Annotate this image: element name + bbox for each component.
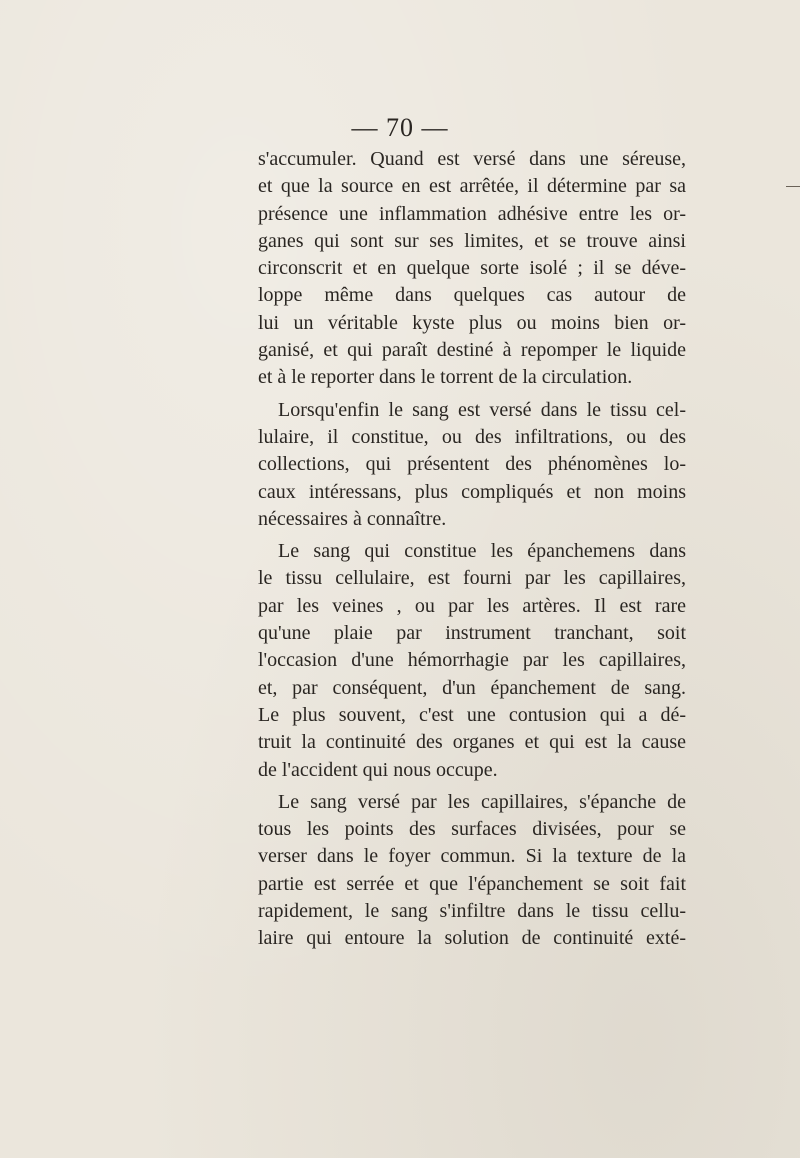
text-line: nécessaires à connaître. xyxy=(258,507,447,530)
text-line: présence une inflammation adhésive entre les or- xyxy=(258,202,686,225)
text-line: tous les points des surfaces divisées, pour se xyxy=(258,818,686,841)
paragraph xyxy=(258,538,686,784)
text-line: s'accumuler. Quand est versé dans une séreuse, xyxy=(258,148,686,170)
text-line: qu'une plaie par instrument tranchant, soit xyxy=(258,622,686,645)
text-line: Le sang qui constitue les épanchemens dans xyxy=(278,540,686,563)
text-line: Le sang versé par les capillaires, s'épanche de xyxy=(278,790,686,813)
text-line: laire qui entoure la solution de continuité exté- xyxy=(258,927,686,950)
paragraph xyxy=(258,789,686,953)
text-line: partie est serrée et que l'épanchement se soit fait xyxy=(258,872,686,895)
text-line: Le plus souvent, c'est une contusion qui a dé- xyxy=(258,703,686,726)
text-line: truit la continuité des organes et qui est la cause xyxy=(258,731,686,754)
text-line: ganes qui sont sur ses limites, et se trouve ainsi xyxy=(258,229,686,252)
edge-mark xyxy=(786,186,800,187)
text-line: ganisé, et qui paraît destiné à repomper le liquide xyxy=(258,339,686,362)
body-text xyxy=(258,146,686,953)
text-line: le tissu cellulaire, est fourni par les capillaires, xyxy=(258,567,686,590)
text-line: verser dans le foyer commun. Si la texture de la xyxy=(258,845,686,868)
text-line: loppe même dans quelques cas autour de xyxy=(258,284,686,307)
text-line: circonscrit et en quelque sorte isolé ; il se déve- xyxy=(258,257,686,280)
text-line: lulaire, il constitue, ou des infiltrations, ou des xyxy=(258,425,686,448)
paragraph xyxy=(258,146,686,392)
text-line: rapidement, le sang s'infiltre dans le tissu cellu- xyxy=(258,900,686,923)
paragraph xyxy=(258,397,686,533)
text-line: l'occasion d'une hémorrhagie par les capillaires, xyxy=(258,649,686,672)
text-line: Lorsqu'enfin le sang est versé dans le tissu cel- xyxy=(278,398,686,421)
text-line: lui un véritable kyste plus ou moins bien or- xyxy=(258,311,686,334)
page-number: — 70 — xyxy=(351,113,449,142)
text-line: et à le reporter dans le torrent de la circulation. xyxy=(258,366,633,389)
text-line: caux intéressans, plus compliqués et non moins xyxy=(258,480,686,503)
text-line: collections, qui présentent des phénomènes lo- xyxy=(258,453,686,476)
text-line: et que la source en est arrêtée, il détermine par sa xyxy=(258,175,686,198)
text-line: par les veines , ou par les artères. Il est rare xyxy=(258,594,686,617)
text-line: et, par conséquent, d'un épanchement de sang. xyxy=(258,676,686,699)
text-line: de l'accident qui nous occupe. xyxy=(258,758,498,781)
